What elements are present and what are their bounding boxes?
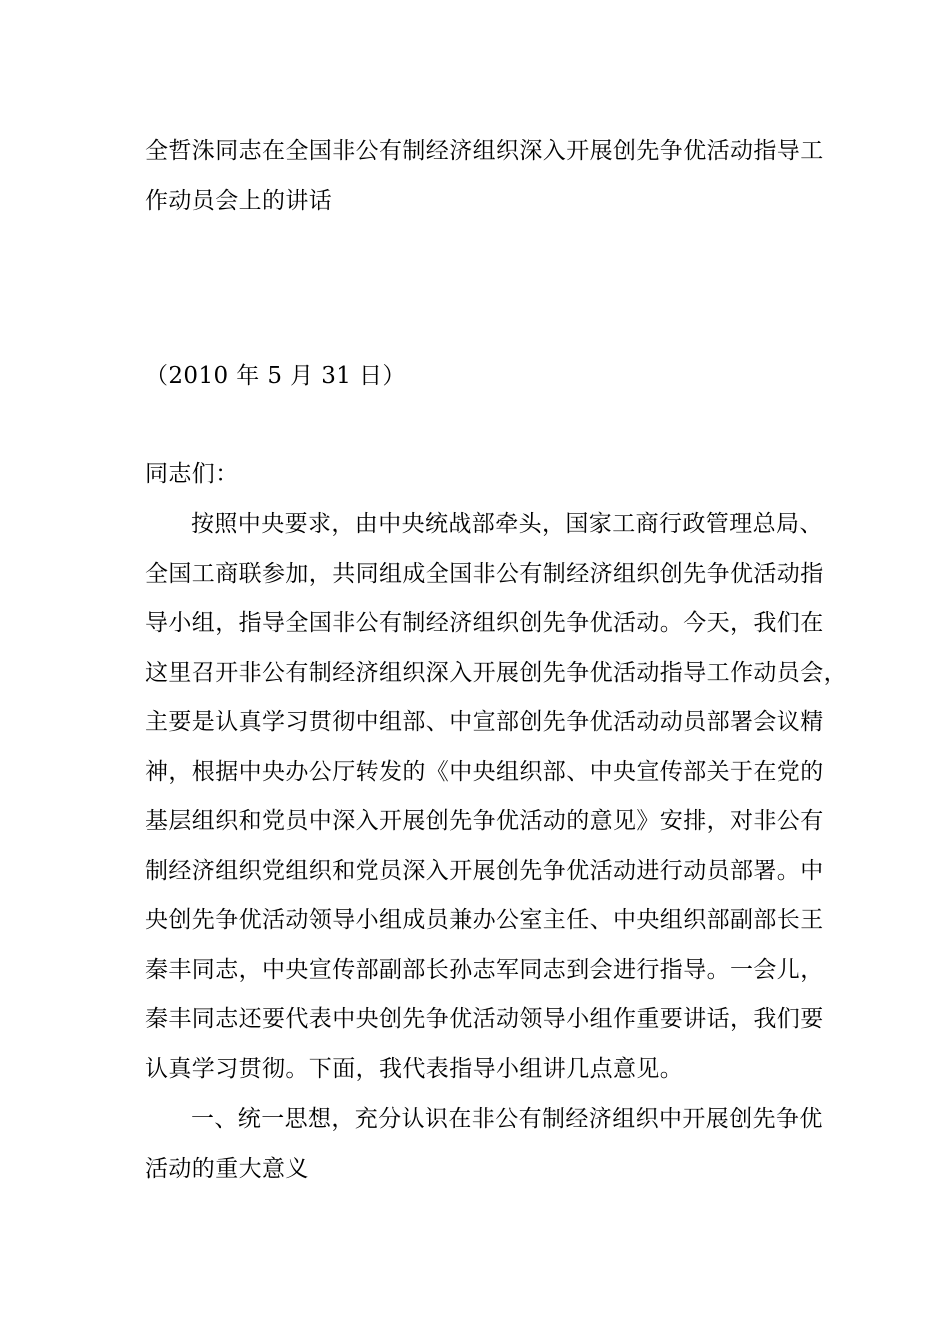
paragraph-line: 秦丰同志，中央宣传部副部长孙志军同志到会进行指导。一会儿， [145,956,824,983]
salutation [145,450,825,500]
section-heading-one [145,1095,825,1194]
speech-date [145,352,825,402]
paragraph-line: 秦丰同志还要代表中央创先争优活动领导小组作重要讲话，我们要 [145,1006,824,1032]
paragraph-line: 认真学习贯彻。下面，我代表指导小组讲几点意见。 [145,1055,684,1082]
date-text: （2010 年 5 月 31 日） [145,363,406,389]
paragraph-line: 主要是认真学习贯彻中组部、中宣部创先争优活动动员部署会议精 [145,709,824,735]
paragraph-opening [145,500,847,1094]
paragraph-line: 按照中央要求，由中央统战部牵头，国家工商行政管理总局、 [191,511,823,537]
heading-line: 一、统一思想，充分认识在非公有制经济组织中开展创先争优 [191,1106,823,1132]
paragraph-line: 这里召开非公有制经济组织深入开展创先争优活动指导工作动员会， [145,659,847,686]
paragraph-line: 央创先争优活动领导小组成员兼办公室主任、中央组织部副部长王 [145,907,824,933]
paragraph-line: 导小组，指导全国非公有制经济组织创先争优活动。今天，我们在 [145,610,824,636]
paragraph-line: 神，根据中央办公厅转发的《中央组织部、中央宣传部关于在党的 [145,758,824,785]
salutation-text: 同志们： [145,461,239,487]
title-line: 全哲洙同志在全国非公有制经济组织深入开展创先争优活动指导工 [145,138,824,164]
heading-line: 活动的重大意义 [145,1155,309,1182]
paragraph-line: 基层组织和党员中深入开展创先争优活动的意见》安排，对非公有 [145,808,824,834]
paragraph-line: 制经济组织党组织和党员深入开展创先争优活动进行动员部署。中 [145,857,824,884]
document-title [145,127,825,226]
title-line: 作动员会上的讲话 [145,187,333,214]
paragraph-line: 全国工商联参加，共同组成全国非公有制经济组织创先争优活动指 [145,560,824,587]
